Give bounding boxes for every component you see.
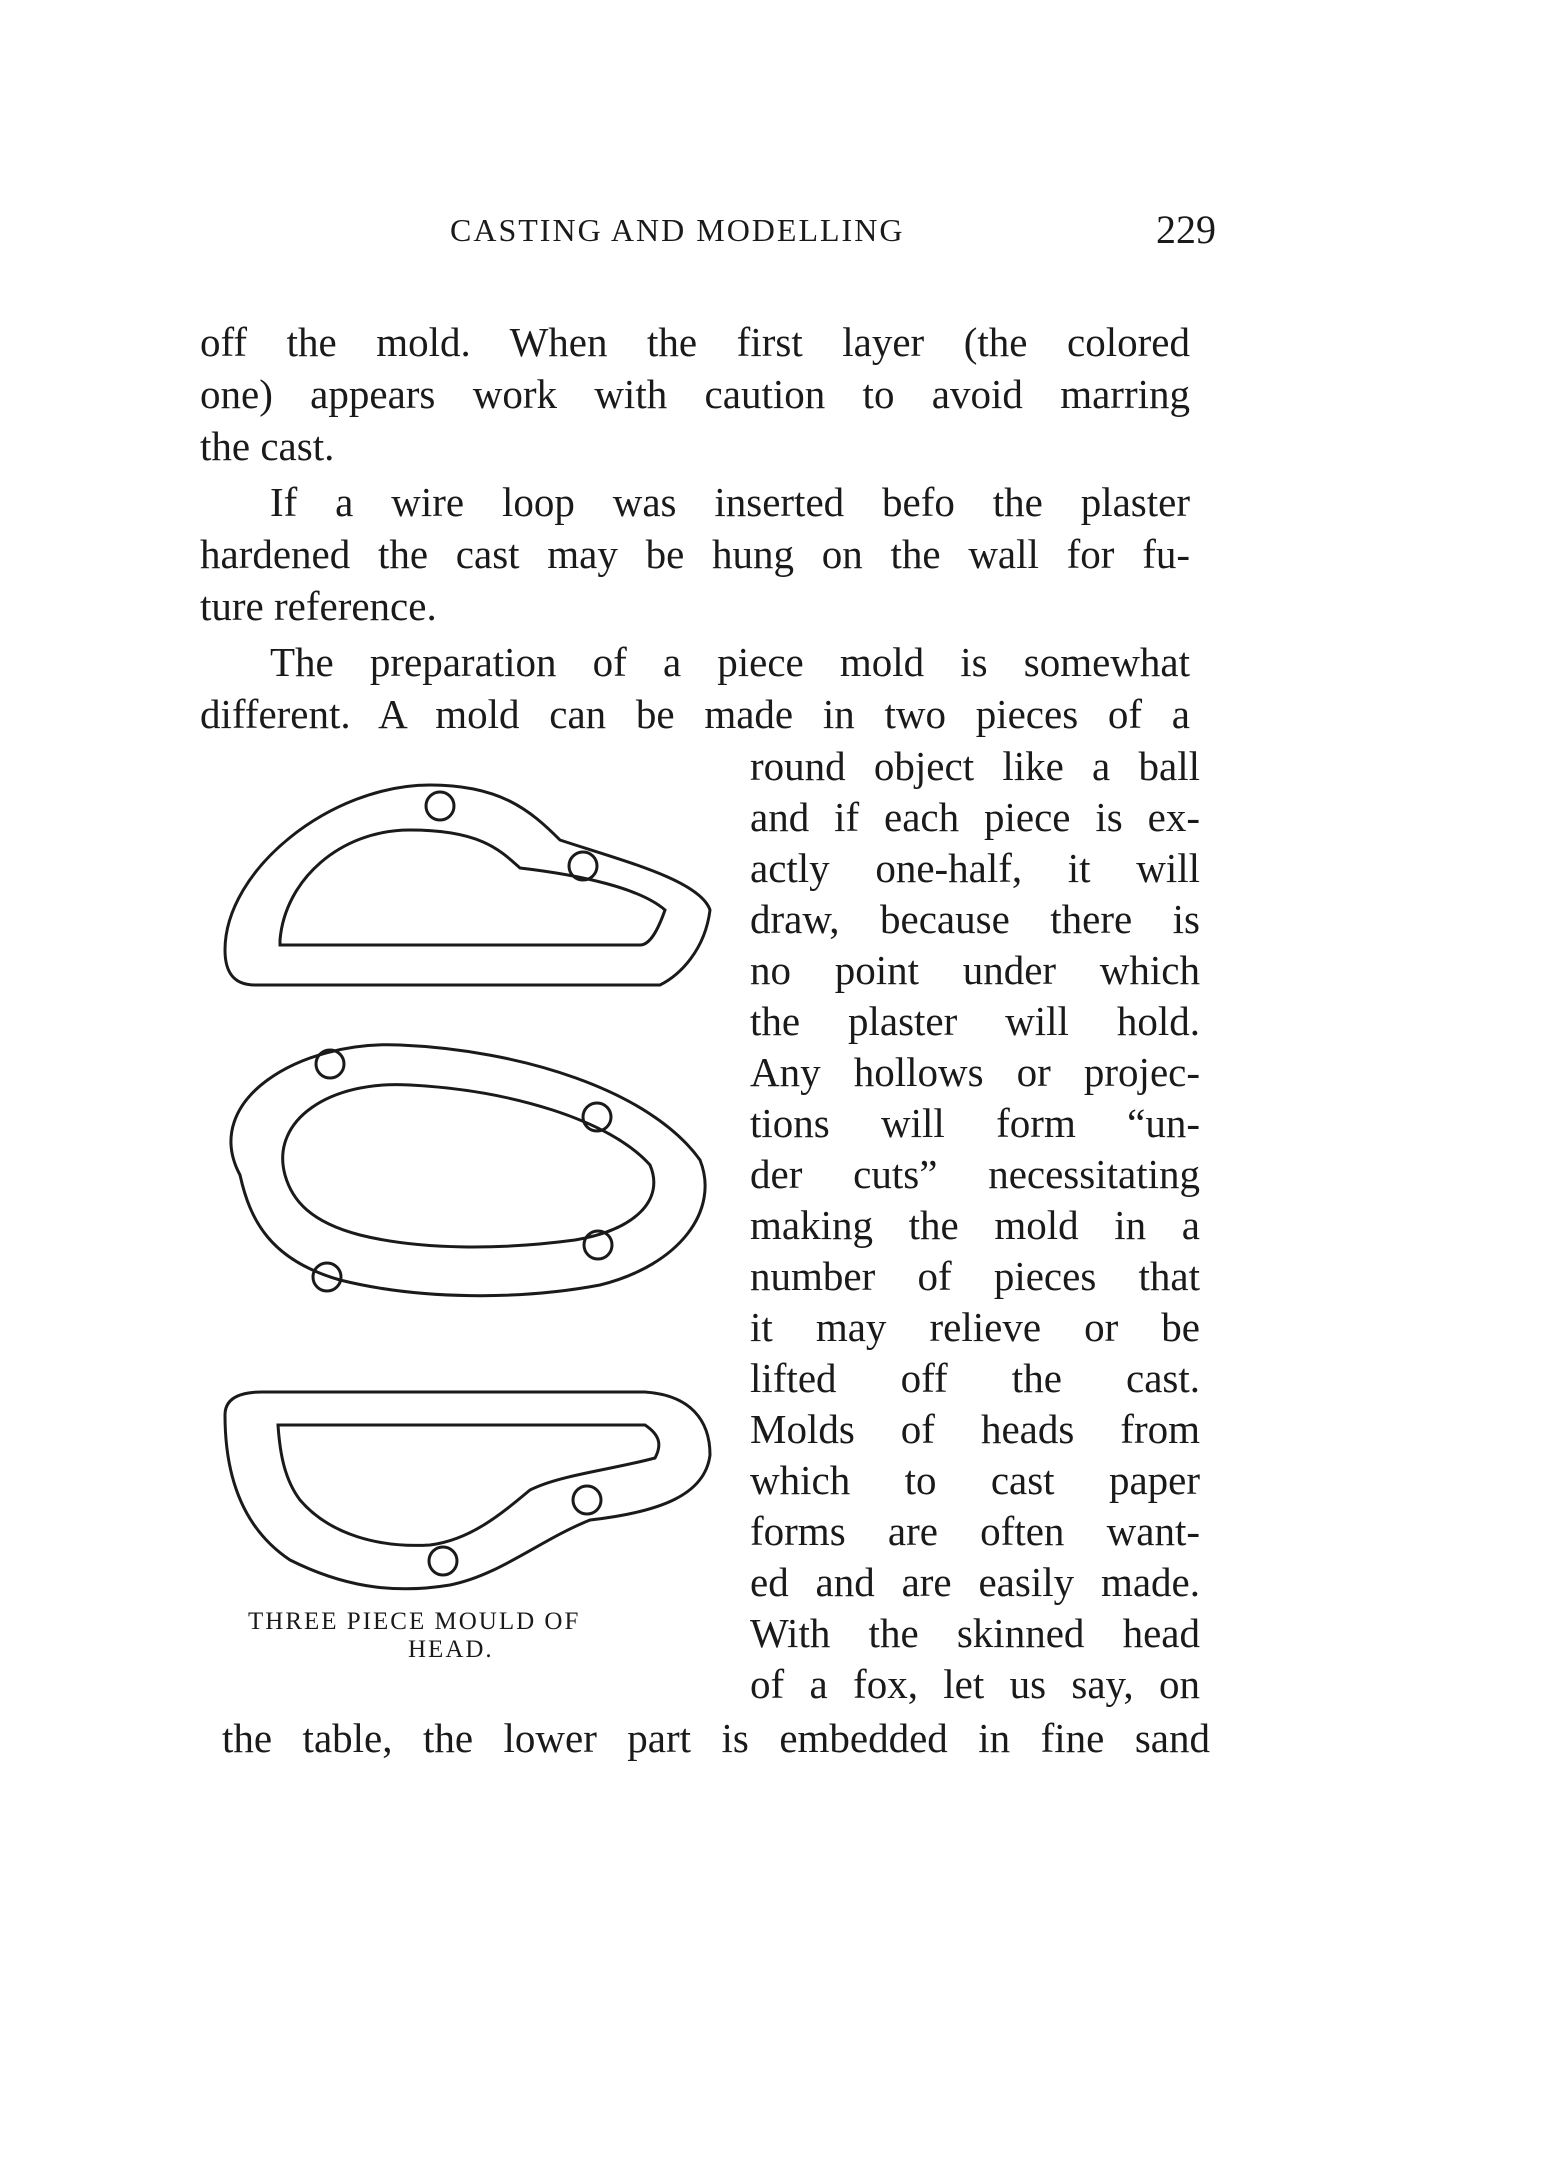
- text-line: number of pieces that: [750, 1253, 1200, 1299]
- text-line: forms are often want-: [750, 1508, 1200, 1554]
- text-line: one) appears work with caution to avoid marring: [200, 371, 1190, 417]
- figure-caption-line1: THREE PIECE MOULD OF: [248, 1608, 581, 1635]
- mould-outline-inner: [278, 1425, 659, 1545]
- text-line: the plaster will hold.: [750, 998, 1200, 1044]
- text-line: no point under which: [750, 947, 1200, 993]
- text-line: it may relieve or be: [750, 1304, 1200, 1350]
- text-line: the table, the lower part is embedded in fine sand: [222, 1715, 1210, 1761]
- text-line: draw, because there is: [750, 896, 1200, 942]
- text-line: der cuts” necessitating: [750, 1151, 1200, 1197]
- text-line: making the mold in a: [750, 1202, 1200, 1248]
- text-line: lifted off the cast.: [750, 1355, 1200, 1401]
- mould-outline-outer: [225, 785, 710, 985]
- mould-outline-outer: [231, 1045, 705, 1296]
- text-line: off the mold. When the first layer (the colored: [200, 319, 1190, 365]
- text-line: the cast.: [200, 423, 335, 469]
- figure-caption: [248, 1608, 718, 1664]
- text-line: ed and are easily made.: [750, 1559, 1200, 1605]
- mould-piece-middle: [231, 1045, 705, 1296]
- mould-outline-inner: [280, 830, 665, 945]
- text-line: round object like a ball: [750, 743, 1200, 789]
- text-line: of a fox, let us say, on: [750, 1661, 1200, 1707]
- key-hole: [316, 1050, 344, 1078]
- mould-piece-bottom: [225, 1392, 710, 1589]
- text-line: and if each piece is ex-: [750, 794, 1200, 840]
- key-hole: [426, 792, 454, 820]
- text-line: ture reference.: [200, 583, 437, 629]
- text-line: which to cast paper: [750, 1457, 1200, 1503]
- text-line: Any hollows or projec-: [750, 1049, 1200, 1095]
- text-line: Molds of heads from: [750, 1406, 1200, 1452]
- text-line: actly one-half, it will: [750, 845, 1200, 891]
- text-line: tions will form “un-: [750, 1100, 1200, 1146]
- text-line: different. A mold can be made in two pieces of a: [200, 691, 1190, 737]
- key-hole: [429, 1547, 457, 1575]
- mould-outline-inner: [283, 1085, 654, 1247]
- text-line: hardened the cast may be hung on the wall for fu-: [200, 531, 1190, 577]
- text-line: The preparation of a piece mold is somewhat: [270, 639, 1190, 685]
- text-line: If a wire loop was inserted befo the plaster: [270, 479, 1190, 525]
- mould-piece-top: [225, 785, 710, 985]
- key-hole: [569, 852, 597, 880]
- running-head-title: CASTING AND MODELLING: [450, 212, 905, 248]
- figure-caption-line2: HEAD.: [408, 1636, 494, 1663]
- text-line: With the skinned head: [750, 1610, 1200, 1656]
- mould-outline-outer: [225, 1392, 710, 1589]
- page-number: 229: [1156, 207, 1216, 252]
- key-hole: [573, 1486, 601, 1514]
